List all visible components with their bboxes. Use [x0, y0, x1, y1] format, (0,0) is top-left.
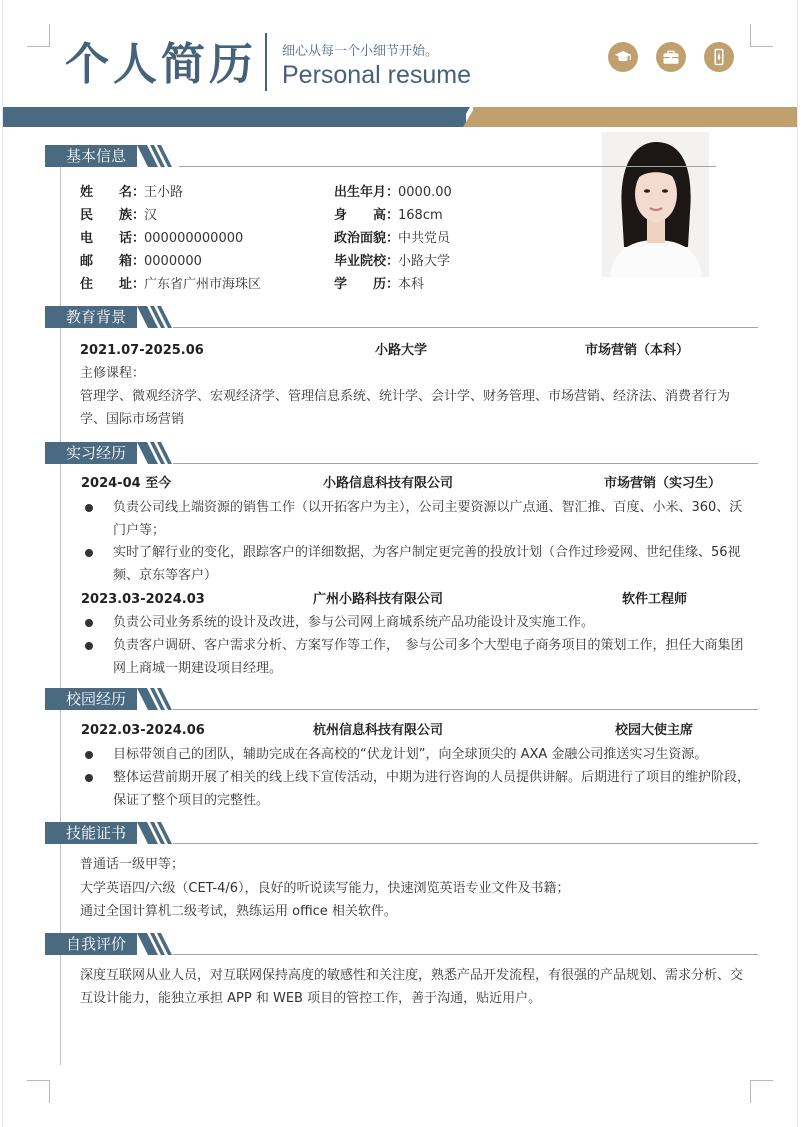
- crop-mark: [750, 1080, 773, 1103]
- job-bullet: 负责公司线上端资源的销售工作（以开拓客户为主），公司主要资源以广点通、智汇推、百度、小米、360、沃门户等；: [113, 500, 743, 538]
- job-bullet: 负责客户调研、客户需求分析、方案写作等工作， 参与公司多个大型电子商务项目的策划工作，担任大商集团网上商城一期建设项目经理。: [113, 638, 744, 676]
- info-label: 电 话：: [80, 231, 146, 246]
- section-header-education: [45, 306, 758, 328]
- job-period: 2024-04 至今: [81, 476, 172, 491]
- edu-school: 小路大学: [375, 343, 428, 358]
- page-title: 个人简历: [65, 39, 257, 90]
- skill-item: 普通话一级甲等；: [80, 857, 185, 872]
- info-label: 毕业院校：: [334, 254, 400, 269]
- page-subtitle: Personal resume: [282, 61, 471, 89]
- crop-mark: [27, 1080, 50, 1103]
- section-stripes: [137, 306, 179, 328]
- section-title: 自我评价: [45, 933, 137, 955]
- bullet-dot: [85, 549, 93, 557]
- section-title: 基本信息: [45, 145, 137, 167]
- skill-item: 大学英语四/六级（CET-4/6），良好的听说读写能力，快速浏览英语专业文件及书籍；: [80, 881, 570, 896]
- section-title: 技能证书: [45, 822, 137, 844]
- section-title: 校园经历: [45, 688, 137, 710]
- section-header-basic: [45, 145, 758, 167]
- section-stripes: [137, 442, 179, 464]
- info-label: 住 址：: [80, 277, 146, 292]
- job-role: 软件工程师: [622, 592, 688, 607]
- campus-period: 2022.03-2024.06: [81, 723, 205, 738]
- timeline-line: [60, 145, 61, 1065]
- section-stripes: [137, 688, 179, 710]
- info-value: 0000.00: [398, 185, 452, 200]
- section-stripes: [137, 933, 179, 955]
- info-birth: [334, 184, 452, 202]
- section-rule: [179, 166, 716, 167]
- section-rule: [173, 709, 758, 710]
- info-school: [334, 253, 450, 271]
- pen-icon: [704, 42, 734, 72]
- graduation-cap-icon: [608, 42, 638, 72]
- info-label: 邮 箱：: [80, 254, 146, 269]
- edu-courses-label: 主修课程：: [80, 366, 146, 381]
- section-rule: [173, 843, 758, 844]
- section-title: 实习经历: [45, 442, 137, 464]
- header-bar-primary: [3, 107, 466, 127]
- title-divider: [265, 33, 267, 91]
- bullet-dot: [85, 751, 93, 759]
- info-value: 000000000000: [144, 231, 244, 246]
- info-label: 民 族：: [80, 208, 146, 223]
- resume-page: [3, 0, 797, 1127]
- section-stripes: [137, 822, 179, 844]
- info-value: 0000000: [144, 254, 202, 269]
- info-value: 本科: [398, 277, 425, 292]
- section-header-campus: [45, 688, 758, 710]
- info-value: 广东省广州市海珠区: [144, 277, 262, 292]
- job-period: 2023.03-2024.03: [81, 592, 205, 607]
- job-bullet: 负责公司业务系统的设计及改进，参与公司网上商城系统产品功能设计及实施工作。: [113, 615, 595, 630]
- info-value: 汉: [144, 208, 158, 223]
- info-label: 姓 名：: [80, 185, 146, 200]
- bullet-dot: [85, 774, 93, 782]
- info-label: 出生年月：: [334, 185, 400, 200]
- job-bullet: 实时了解行业的变化，跟踪客户的详细数据，为客户制定更完善的投放计划（合作过珍爱网、世纪佳缘、56视频、京东等客户）: [113, 545, 741, 583]
- bullet-dot: [85, 642, 93, 650]
- edu-major: 市场营销（本科）: [585, 343, 690, 358]
- header-bar-accent: [473, 107, 797, 127]
- crop-mark: [27, 24, 50, 47]
- info-value: 168cm: [398, 208, 443, 223]
- info-politics: [334, 230, 450, 248]
- edu-courses: 管理学、微观经济学、宏观经济学、管理信息系统、统计学、会计学、财务管理、市场营销、经济法、消费者行为学、国际市场营销: [80, 389, 731, 427]
- slogan: 细心从每一个小细节开始。: [282, 44, 439, 59]
- section-header-internship: [45, 442, 758, 464]
- info-degree: [334, 276, 424, 294]
- info-value: 中共党员: [398, 231, 451, 246]
- bullet-dot: [85, 504, 93, 512]
- info-height: [334, 207, 443, 225]
- info-phone: [80, 230, 243, 248]
- info-address: [80, 276, 261, 294]
- section-rule: [173, 954, 758, 955]
- section-rule: [173, 463, 758, 464]
- section-header-self: [45, 933, 758, 955]
- info-value: 小路大学: [398, 254, 451, 269]
- info-value: 王小路: [144, 185, 184, 200]
- campus-bullet: 目标带领自己的团队，辅助完成在各高校的“伏龙计划”，向全球顶尖的 AXA 金融公司推送实习生资源。: [113, 747, 708, 762]
- campus-company: 杭州信息科技有限公司: [313, 723, 444, 738]
- briefcase-icon: [656, 42, 686, 72]
- info-email: [80, 253, 202, 271]
- info-nation: [80, 207, 157, 225]
- info-label: 身 高：: [334, 208, 400, 223]
- section-rule: [173, 327, 758, 328]
- campus-bullet: 整体运营前期开展了相关的线上线下宣传活动，中期为进行咨询的人员提供讲解。后期进行了项目的维护阶段，保证了整个项目的完整性。: [113, 770, 751, 808]
- section-header-skills: [45, 822, 758, 844]
- edu-period: 2021.07-2025.06: [80, 343, 204, 358]
- info-label: 学 历：: [334, 277, 400, 292]
- bullet-dot: [85, 619, 93, 627]
- skill-item: 通过全国计算机二级考试，熟练运用 office 相关软件。: [80, 904, 397, 919]
- info-label: 政治面貌：: [334, 231, 400, 246]
- info-name: [80, 184, 183, 202]
- header-bar-accent-tip: [463, 107, 475, 127]
- job-company: 广州小路科技有限公司: [313, 592, 444, 607]
- job-company: 小路信息科技有限公司: [323, 476, 454, 491]
- section-title: 教育背景: [45, 306, 137, 328]
- job-role: 市场营销（实习生）: [604, 476, 722, 491]
- section-stripes: [137, 145, 179, 167]
- self-evaluation: 深度互联网从业人员，对互联网保持高度的敏感性和关注度，熟悉产品开发流程，有很强的产品规划、需求分析、交互设计能力，能独立承担 APP 和 WEB 项目的管控工作，善于沟通，贴近用户。: [80, 968, 744, 1006]
- campus-role: 校园大使主席: [615, 723, 694, 738]
- crop-mark: [750, 24, 773, 47]
